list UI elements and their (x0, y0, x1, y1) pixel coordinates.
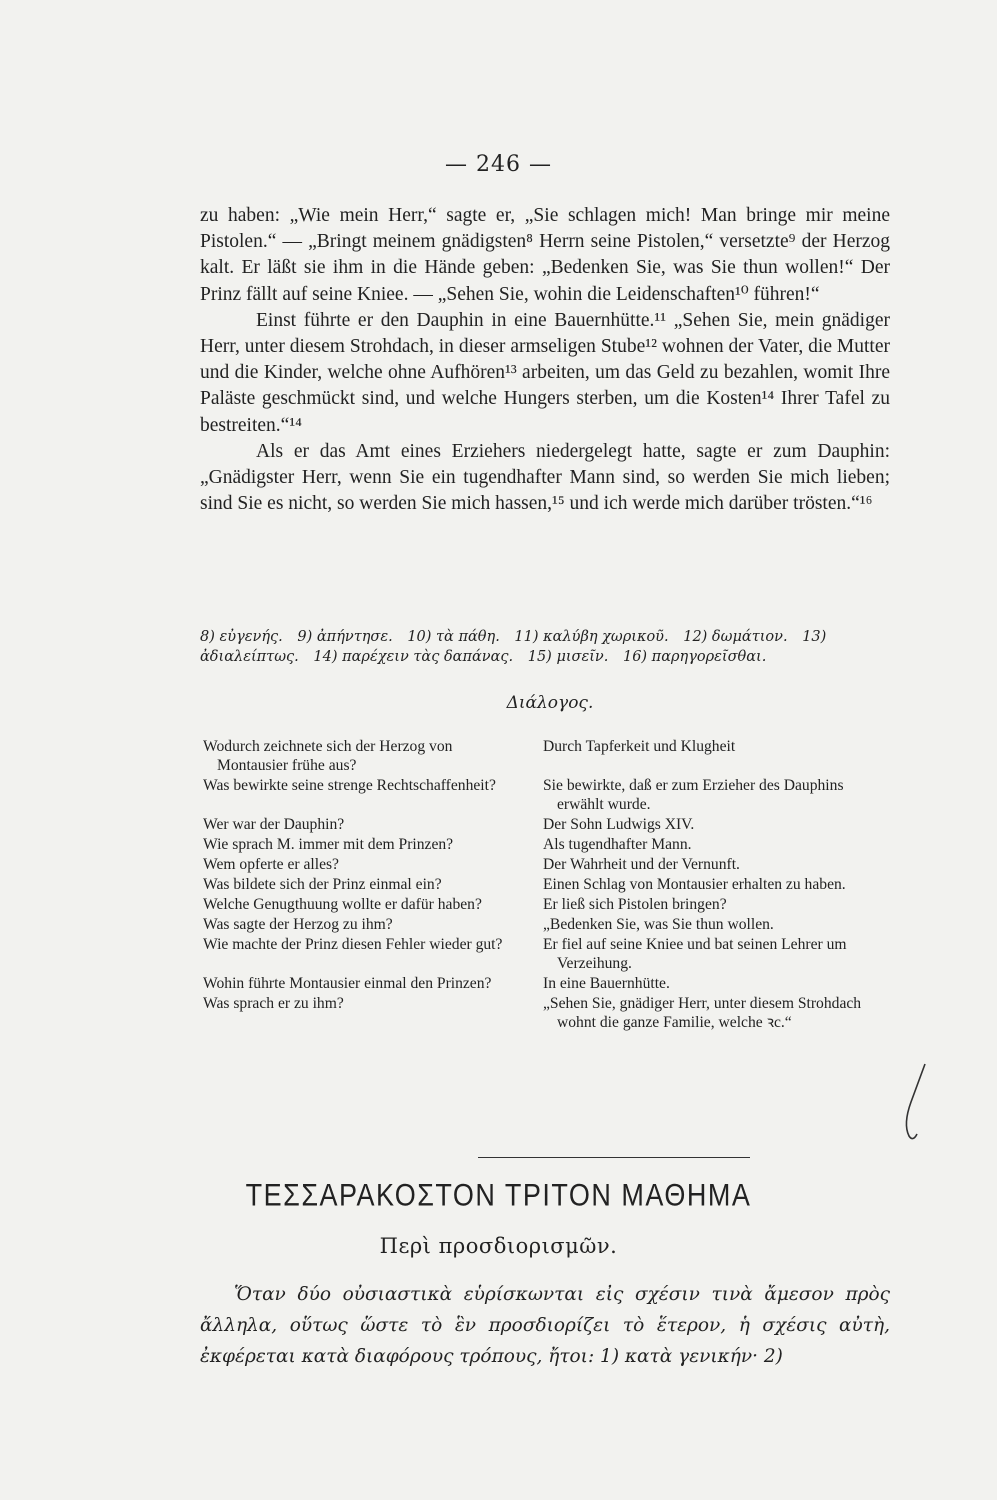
answer: Der Wahrheit und der Vernunft. (543, 856, 740, 873)
paragraph: Einst führte er den Dauphin in eine Bauernhütte.¹¹ „Sehen Sie, mein gnädiger Herr, unter diesem Strohdach, in dieser armseligen Stube¹² wohnen der Vater, die Mutter und die Kinder, welche ohne Aufhören¹³ arbeiten, um das Geld zu bezahlen, womit Ihre Paläste geschmückt sind, und welche Hungers sterben, um die Kosten¹⁴ Ihrer Tafel zu bestreiten.“¹⁴ (200, 309, 890, 436)
dialog-row (203, 776, 893, 814)
section-divider (478, 1157, 750, 1158)
answer: Durch Tapferkeit und Klugheit (543, 738, 736, 755)
handwritten-bracket-mark (895, 1062, 935, 1142)
answer: Einen Schlag von Montausier erhalten zu haben. (543, 876, 846, 893)
question: Wie machte der Prinz diesen Fehler wieder gut? (203, 936, 503, 953)
paragraph: Als er das Amt eines Erziehers niedergelegt hatte, sagte er zum Dauphin: „Gnädigster Herr, wenn Sie ein tugendhafter Mann sind, so werden Sie mich lieben; sind Sie es nicht, so werden Sie mich hassen,¹⁵ und ich werde mich darüber trösten.“¹⁶ (200, 440, 890, 515)
answer: Als tugendhafter Mann. (543, 836, 692, 853)
greek-paragraph (200, 1279, 890, 1372)
question: Wohin führte Montausier einmal den Prinzen? (203, 975, 492, 992)
question: Wer war der Dauphin? (203, 816, 345, 833)
footnote: 9) ἀπήντησε. (297, 629, 393, 645)
footnote: 11) καλύβη χωρικοῦ. (514, 629, 669, 645)
question: Was bewirkte seine strenge Rechtschaffenheit? (203, 777, 496, 794)
question: Wodurch zeichnete sich der Herzog von Montausier frühe aus? (203, 738, 453, 774)
dialog-row (203, 974, 893, 993)
answer: Sie bewirkte, daß er zum Erzieher des Dauphins erwählt wurde. (543, 777, 844, 813)
dialog-row (203, 994, 893, 1032)
dialog-row (203, 855, 893, 874)
lesson-title: ΤΕΣΣΑΡΑΚΟΣΤΟΝ ΤΡΙΤΟΝ ΜΑΘΗΜΑ (245, 1177, 752, 1213)
footnote: 13) ἀδιαλείπτως. (200, 629, 827, 665)
lesson-subtitle: Περὶ προσδιορισμῶν. (379, 1234, 618, 1258)
dialog-row (203, 895, 893, 914)
question: Wie sprach M. immer mit dem Prinzen? (203, 836, 454, 853)
dialog-table (203, 737, 893, 1033)
answer: In eine Bauernhütte. (543, 975, 670, 992)
dialog-row (203, 875, 893, 894)
dialog-row (203, 737, 893, 775)
question: Was sprach er zu ihm? (203, 995, 344, 1012)
footnote: 15) μισεῖν. (527, 649, 609, 665)
question: Was bildete sich der Prinz einmal ein? (203, 876, 442, 893)
answer: Der Sohn Ludwigs XIV. (543, 816, 695, 833)
paragraph: zu haben: „Wie mein Herr,“ sagte er, „Sie schlagen mich! Man bringe mir meine Pistolen.“ — „Bringt meinem gnädigsten⁸ Herrn seine Pistolen,“ versetzte⁹ der Herzog kalt. Er läßt sie ihm in die Hände geben: „Bedenken Sie, was Sie thun wollen!“ Der Prinz fällt auf seine Kniee. — „Sehen Sie, wohin die Leidenschaften¹⁰ führen!“ (200, 205, 890, 305)
answer: Er fiel auf seine Kniee und bat seinen Lehrer um Verzeihung. (543, 936, 847, 972)
footnote: 12) δωμάτιον. (683, 629, 788, 645)
footnote: 10) τὰ πάθη. (407, 629, 500, 645)
footnotes (200, 627, 890, 667)
dialog-row (203, 815, 893, 834)
footnote: 16) παρηγορεῖσθαι. (622, 649, 767, 665)
dialog-row (203, 915, 893, 934)
answer: Er ließ sich Pistolen bringen? (543, 896, 727, 913)
page-number: — 246 — (445, 152, 552, 177)
dialog-row (203, 835, 893, 854)
question: Was sagte der Herzog zu ihm? (203, 916, 393, 933)
dialog-row (203, 935, 893, 973)
question: Wem opferte er alles? (203, 856, 339, 873)
dialog-heading: Διάλογος. (506, 693, 594, 713)
prose-section (200, 203, 890, 517)
footnote: 14) παρέχειν τὰς δαπάνας. (313, 649, 514, 665)
answer: „Sehen Sie, gnädiger Herr, unter diesem Strohdach wohnt die ganze Familie, welche ꝛc.“ (543, 995, 862, 1031)
footnote: 8) εὐγενής. (200, 629, 283, 645)
answer: „Bedenken Sie, was Sie thun wollen. (543, 916, 774, 933)
question: Welche Genugthuung wollte er dafür haben? (203, 896, 482, 913)
paragraph: Ὅταν δύο οὐσιαστικὰ εὑρίσκωνται εἰς σχέσιν τινὰ ἄμεσον πρὸς ἄλληλα, οὕτως ὥστε τὸ ἓν προσδιορίζει τὸ ἕτερον, ἡ σχέσις αὐτὴ, ἐκφέρεται κατὰ διαφόρους τρόπους, ἤτοι: 1) κατὰ γενικήν· 2) (200, 1284, 890, 1367)
